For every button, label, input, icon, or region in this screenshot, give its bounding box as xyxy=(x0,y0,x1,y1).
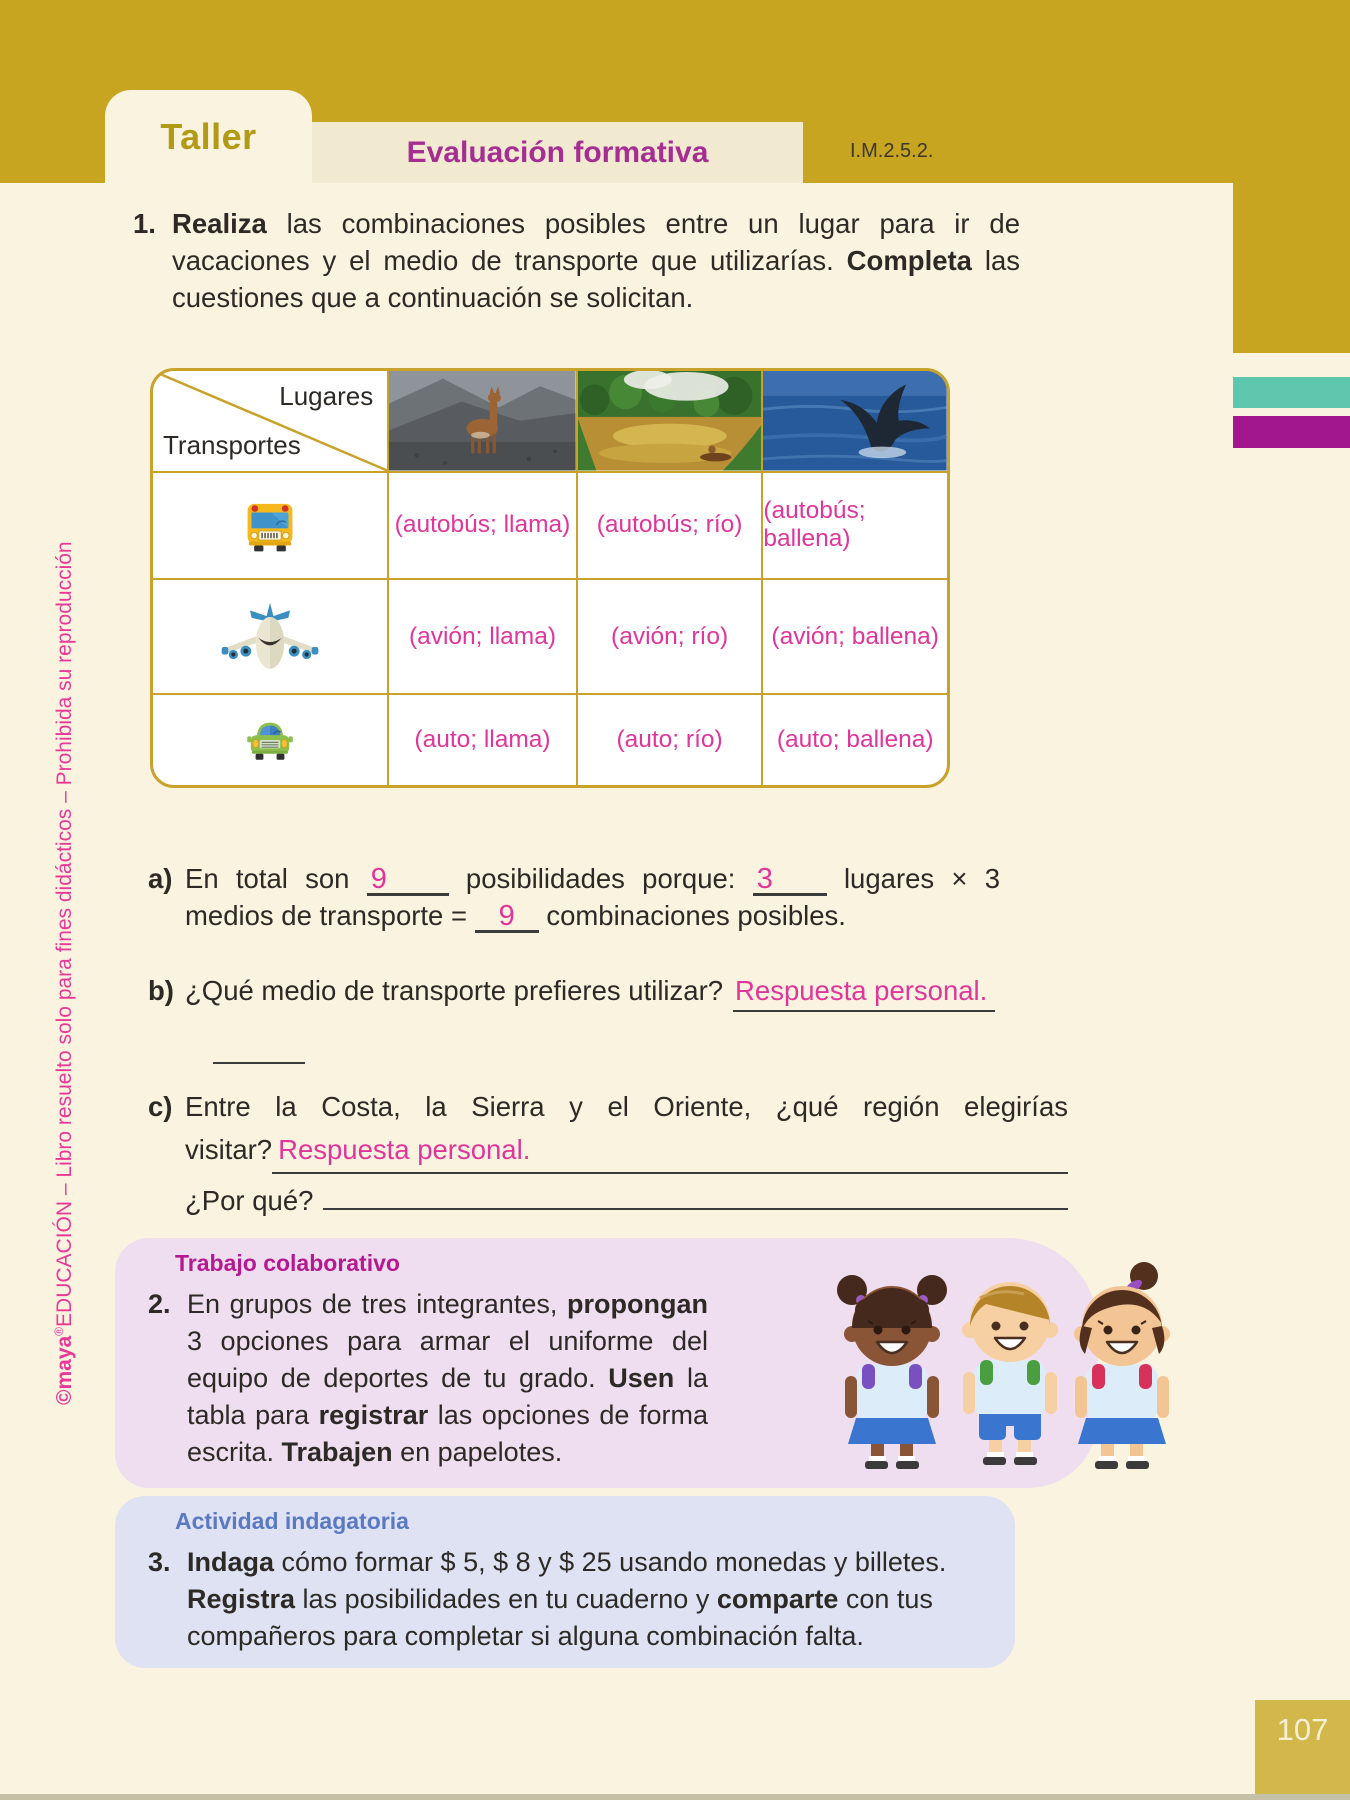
combo-cell: (avión; ballena) xyxy=(763,580,947,695)
inquiry-activity-title: Actividad indagatoria xyxy=(175,1508,409,1534)
combo-cell: (avión; río) xyxy=(578,580,764,695)
question-a-line1: En total son 9 posibilidades porque: 3 lugares × 3 xyxy=(185,863,1000,895)
exercise-3-number: 3. xyxy=(148,1547,171,1577)
exercise-3-text: Indaga cómo formar $ 5, $ 8 y $ 25 usando monedas y billetes. Registra las posibilidades en tu cuaderno y comparte con tus compañeros para completar si alguna combinación falta. xyxy=(187,1547,947,1651)
table-header-places: Lugares xyxy=(279,381,374,411)
question-c-line3-prefix: ¿Por qué? xyxy=(185,1185,314,1216)
answer-blank: 9 xyxy=(475,904,539,933)
combo-cell: (autobús; río) xyxy=(578,473,764,580)
exercise-2 xyxy=(148,1286,708,1471)
magenta-accent-bar xyxy=(1233,416,1350,448)
question-c-answer: Respuesta personal. xyxy=(272,1128,1068,1174)
exercise-2-text: En grupos de tres integrantes, propongan 3 opciones para armar el uniforme del equipo de deportes de tu grado. Usen la tabla para registrar las opciones de forma escrita. Trabajen en papelotes. xyxy=(187,1289,708,1467)
bus-icon xyxy=(153,473,389,580)
tab-taller-label: Taller xyxy=(160,115,257,157)
question-b xyxy=(148,972,1028,1064)
collaborative-work-title: Trabajo colaborativo xyxy=(175,1250,400,1276)
curriculum-code: I.M.2.5.2. xyxy=(850,140,934,162)
question-c-label: c) xyxy=(148,1091,173,1122)
combo-cell: (avión; llama) xyxy=(389,580,578,695)
question-c xyxy=(148,1085,1068,1222)
question-b-answer: Respuesta personal. xyxy=(733,972,995,1012)
question-a xyxy=(148,860,1000,934)
right-gold-column xyxy=(1233,183,1350,353)
inquiry-activity-box xyxy=(115,1496,1015,1668)
question-c-line2-prefix: visitar? xyxy=(185,1134,273,1165)
question-b-label: b) xyxy=(148,975,174,1006)
combo-cell: (auto; ballena) xyxy=(776,726,934,754)
question-c-line1: Entre la Costa, la Sierra y el Oriente, ¿qué región elegirías xyxy=(185,1091,1068,1122)
car-icon xyxy=(153,695,389,785)
question-a-line2: medios de transporte = 9 combinaciones posibles. xyxy=(185,900,846,932)
children-illustration xyxy=(830,1262,1190,1472)
combo-cell: (auto; río) xyxy=(578,695,764,785)
combinations-table xyxy=(150,368,950,788)
combo-cell: (auto; llama) xyxy=(389,695,578,785)
river-photo xyxy=(578,371,764,473)
question-c-blank-line xyxy=(323,1174,1068,1210)
combo-cell: (autobús; llama) xyxy=(389,473,578,580)
tab-taller xyxy=(105,90,312,183)
header-subtitle-strip xyxy=(312,122,803,183)
boy xyxy=(962,1282,1058,1465)
page-number: 107 xyxy=(1276,1712,1329,1747)
whale-photo xyxy=(763,371,947,473)
exercise-3 xyxy=(148,1544,988,1655)
page-bottom-edge xyxy=(0,1794,1350,1800)
teal-accent-bar xyxy=(1233,377,1350,408)
answer-blank: 9 xyxy=(367,867,449,896)
page-number-block xyxy=(1255,1700,1350,1800)
copyright-sidebar: ©maya®EDUCACIÓN – Libro resuelto solo para fines didácticos – Prohibida su reproducción xyxy=(52,541,76,1405)
exercise-1-number: 1. xyxy=(133,208,156,239)
plane-icon xyxy=(153,580,389,695)
girl-1 xyxy=(837,1275,947,1469)
girl-2 xyxy=(1074,1262,1170,1469)
question-b-text: ¿Qué medio de transporte prefieres utilizar? xyxy=(185,975,724,1006)
header-subtitle: Evaluación formativa xyxy=(406,135,709,169)
llama-photo xyxy=(389,371,578,473)
answer-blank: 3 xyxy=(753,867,827,896)
table-corner-cell xyxy=(153,371,389,473)
combo-cell: (autobús; ballena) xyxy=(763,473,947,580)
question-b-blank-line xyxy=(213,1032,305,1064)
exercise-2-number: 2. xyxy=(148,1289,171,1319)
exercise-1 xyxy=(133,205,1023,316)
table-header-transports: Transportes xyxy=(163,429,301,460)
exercise-1-text: Realiza las combinaciones posibles entre un lugar para ir de vacaciones y el medio de transporte que utilizarías. Completa las cuestiones que a continuación se solicitan. xyxy=(172,208,1020,313)
question-a-label: a) xyxy=(148,863,173,894)
